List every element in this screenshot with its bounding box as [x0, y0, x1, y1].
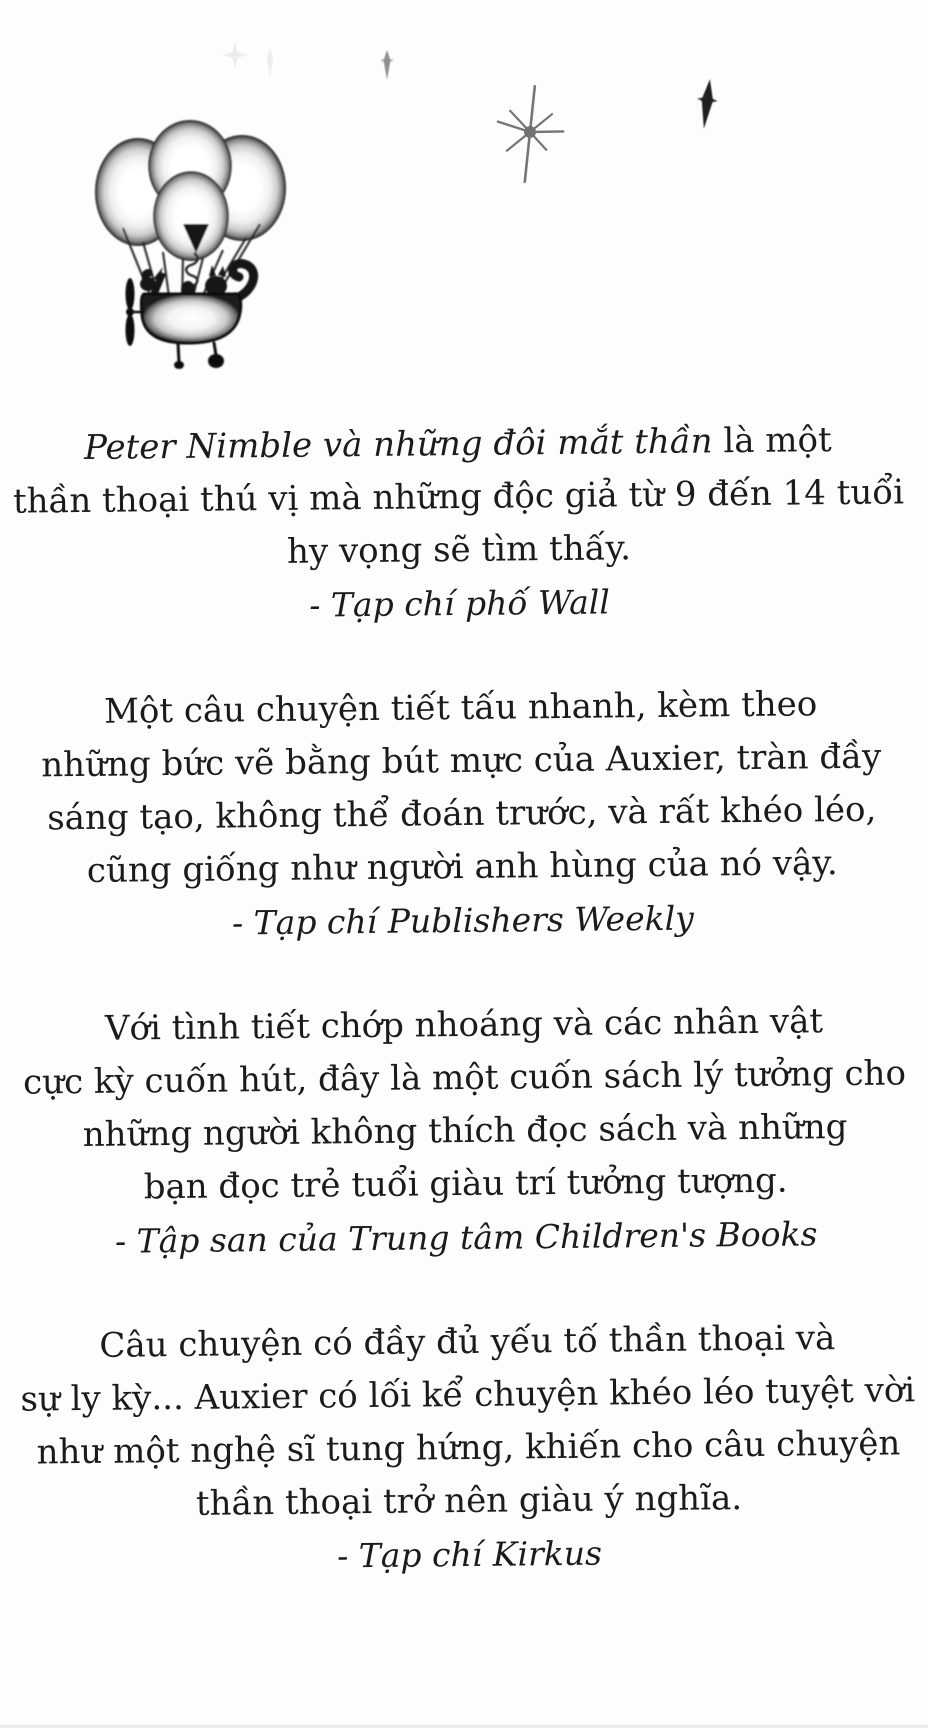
- balloon-airship-illustration: [88, 108, 293, 373]
- diamond-sparkle-icon: [380, 50, 394, 80]
- quote-line-rest: là một: [712, 420, 832, 462]
- quote-line: cũng giống như người anh hùng của nó vậy.: [86, 843, 838, 891]
- quote-line: hy vọng sẽ tìm thấy.: [286, 528, 632, 572]
- quote-childrens-books-bulletin: [0, 994, 928, 1269]
- quote-attribution: - Tạp chí Kirkus: [336, 1533, 603, 1576]
- quote-kirkus: [3, 1311, 928, 1586]
- faint-sparkle-icon: [222, 42, 248, 68]
- quote-attribution: - Tạp chí phố Wall: [309, 582, 611, 625]
- quote-line: những người không thích đọc sách và những: [82, 1106, 848, 1155]
- quote-line: [0, 413, 922, 476]
- starburst-icon: [494, 84, 566, 186]
- quote-line: như một nghệ sĩ tung hứng, khiến cho câu chuyện: [36, 1423, 901, 1473]
- quote-attribution: - Tạp chí Publishers Weekly: [231, 898, 694, 943]
- quote-line: Câu chuyện có đầy đủ yếu tố thần thoại và: [99, 1318, 836, 1366]
- quote-line: Với tình tiết chớp nhoáng và các nhân vật: [104, 1001, 824, 1049]
- book-title: Peter Nimble và những đôi mắt thần: [83, 421, 713, 468]
- faint-sparkle-icon: [262, 48, 278, 78]
- quote-line: thần thoại thú vị mà những độc giả từ 9 đến 14 tuổi: [12, 472, 905, 522]
- quote-line: bạn đọc trẻ tuổi giàu trí tưởng tượng.: [143, 1160, 788, 1208]
- quote-line: cực kỳ cuốn hút, đây là một cuốn sách lý tưởng cho: [22, 1053, 907, 1103]
- quote-attribution: - Tập san của Trung tâm Children's Books: [114, 1214, 818, 1261]
- quote-line: thần thoại trở nên giàu ý nghĩa.: [195, 1478, 743, 1524]
- quote-line: những bức vẽ bằng bút mực của Auxier, tràn đầy: [41, 736, 882, 786]
- quote-line: sự ly kỳ... Auxier có lối kể chuyện khéo léo tuyệt vời: [20, 1370, 916, 1420]
- quote-line: Một câu chuyện tiết tấu nhanh, kèm theo: [103, 684, 818, 732]
- dark-diamond-star-icon: [692, 78, 722, 130]
- quote-wall-street-journal: [0, 413, 924, 635]
- quote-publishers-weekly: [0, 677, 927, 952]
- review-quotes: [0, 413, 928, 1638]
- quote-line: sáng tạo, không thể đoán trước, và rất khéo léo,: [47, 789, 877, 839]
